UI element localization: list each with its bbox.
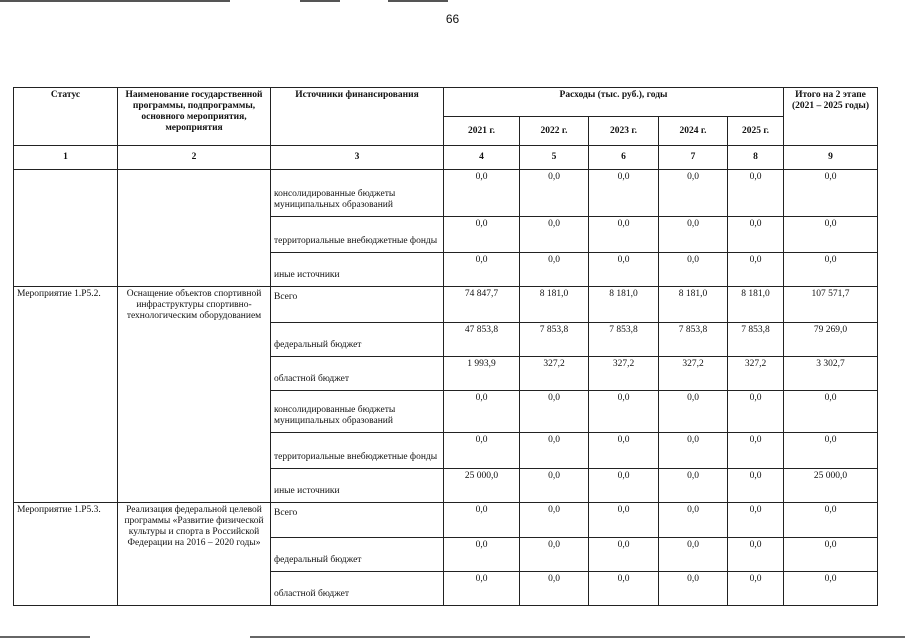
value-cell: 0,0 bbox=[728, 503, 784, 538]
value-cell: 0,0 bbox=[520, 253, 589, 287]
value-cell: 0,0 bbox=[520, 469, 589, 503]
value-cell: 74 847,7 bbox=[444, 287, 520, 323]
value-cell: 0,0 bbox=[520, 503, 589, 538]
value-cell: 0,0 bbox=[520, 433, 589, 469]
value-cell: 0,0 bbox=[659, 503, 728, 538]
bottom-border-artifact bbox=[0, 636, 905, 638]
value-cell: 0,0 bbox=[444, 217, 520, 253]
value-cell: 0,0 bbox=[659, 217, 728, 253]
source-cell: иные источники bbox=[271, 469, 444, 503]
value-cell: 7 853,8 bbox=[659, 323, 728, 357]
value-cell: 327,2 bbox=[520, 357, 589, 391]
value-cell: 25 000,0 bbox=[444, 469, 520, 503]
status-cell: Мероприятие 1.Р5.3. bbox=[14, 503, 118, 606]
total-cell: 0,0 bbox=[784, 538, 878, 572]
value-cell: 0,0 bbox=[589, 538, 659, 572]
value-cell: 0,0 bbox=[659, 572, 728, 606]
value-cell: 0,0 bbox=[659, 170, 728, 217]
header-sources: Источники финансирования bbox=[271, 88, 444, 146]
source-cell: иные источники bbox=[271, 253, 444, 287]
column-number: 5 bbox=[520, 146, 589, 170]
value-cell: 0,0 bbox=[520, 391, 589, 433]
total-cell: 0,0 bbox=[784, 217, 878, 253]
table-body bbox=[14, 146, 878, 606]
value-cell: 327,2 bbox=[728, 357, 784, 391]
column-number: 7 bbox=[659, 146, 728, 170]
source-cell: территориальные внебюджетные фонды bbox=[271, 217, 444, 253]
value-cell: 7 853,8 bbox=[589, 323, 659, 357]
value-cell: 0,0 bbox=[444, 572, 520, 606]
header-year: 2021 г. bbox=[444, 117, 520, 146]
value-cell: 0,0 bbox=[589, 170, 659, 217]
value-cell: 0,0 bbox=[589, 253, 659, 287]
header-year: 2023 г. bbox=[589, 117, 659, 146]
value-cell: 1 993,9 bbox=[444, 357, 520, 391]
table-row bbox=[14, 287, 878, 323]
value-cell: 327,2 bbox=[589, 357, 659, 391]
value-cell: 0,0 bbox=[444, 170, 520, 217]
name-cell: Оснащение объектов спортивной инфраструктуры спортивно-технологическим оборудованием bbox=[118, 287, 271, 503]
value-cell: 0,0 bbox=[659, 538, 728, 572]
value-cell: 0,0 bbox=[520, 538, 589, 572]
value-cell: 0,0 bbox=[589, 503, 659, 538]
column-number: 2 bbox=[118, 146, 271, 170]
total-cell: 0,0 bbox=[784, 503, 878, 538]
value-cell: 0,0 bbox=[589, 217, 659, 253]
value-cell: 0,0 bbox=[659, 469, 728, 503]
total-cell: 107 571,7 bbox=[784, 287, 878, 323]
name-cell bbox=[118, 170, 271, 287]
column-number: 4 bbox=[444, 146, 520, 170]
name-cell: Реализация федеральной целевой программы «Развитие физической культуры и спорта в Российской Федерации на 2016 – 2020 годы» bbox=[118, 503, 271, 606]
value-cell: 0,0 bbox=[520, 572, 589, 606]
column-number: 6 bbox=[589, 146, 659, 170]
value-cell: 8 181,0 bbox=[659, 287, 728, 323]
status-cell bbox=[14, 170, 118, 287]
value-cell: 8 181,0 bbox=[589, 287, 659, 323]
column-number: 1 bbox=[14, 146, 118, 170]
value-cell: 0,0 bbox=[444, 503, 520, 538]
source-cell: консолидированные бюджеты муниципальных образований bbox=[271, 391, 444, 433]
table-row bbox=[14, 170, 878, 217]
value-cell: 0,0 bbox=[444, 253, 520, 287]
value-cell: 0,0 bbox=[659, 253, 728, 287]
value-cell: 327,2 bbox=[659, 357, 728, 391]
column-number: 3 bbox=[271, 146, 444, 170]
source-cell: областной бюджет bbox=[271, 357, 444, 391]
header-year: 2022 г. bbox=[520, 117, 589, 146]
value-cell: 7 853,8 bbox=[728, 323, 784, 357]
source-cell: Всего bbox=[271, 287, 444, 323]
source-cell: Всего bbox=[271, 503, 444, 538]
total-cell: 0,0 bbox=[784, 433, 878, 469]
value-cell: 0,0 bbox=[659, 433, 728, 469]
header-year: 2025 г. bbox=[728, 117, 784, 146]
source-cell: областной бюджет bbox=[271, 572, 444, 606]
header-name: Наименование государственной программы, подпрограммы, основного мероприятия, мероприятия bbox=[118, 88, 271, 146]
table-header bbox=[14, 88, 878, 146]
column-numbers-row bbox=[14, 146, 878, 170]
page-number: 66 bbox=[445, 12, 460, 26]
value-cell: 0,0 bbox=[728, 253, 784, 287]
source-cell: территориальные внебюджетные фонды bbox=[271, 433, 444, 469]
header-total: Итого на 2 этапе (2021 – 2025 годы) bbox=[784, 88, 878, 146]
value-cell: 0,0 bbox=[728, 469, 784, 503]
source-cell: консолидированные бюджеты муниципальных образований bbox=[271, 170, 444, 217]
top-border-artifact bbox=[0, 0, 905, 2]
status-cell: Мероприятие 1.Р5.2. bbox=[14, 287, 118, 503]
value-cell: 8 181,0 bbox=[728, 287, 784, 323]
value-cell: 0,0 bbox=[444, 538, 520, 572]
value-cell: 47 853,8 bbox=[444, 323, 520, 357]
value-cell: 0,0 bbox=[728, 538, 784, 572]
header-year: 2024 г. bbox=[659, 117, 728, 146]
value-cell: 0,0 bbox=[728, 217, 784, 253]
total-cell: 0,0 bbox=[784, 170, 878, 217]
total-cell: 0,0 bbox=[784, 253, 878, 287]
value-cell: 0,0 bbox=[444, 391, 520, 433]
column-number: 8 bbox=[728, 146, 784, 170]
value-cell: 7 853,8 bbox=[520, 323, 589, 357]
value-cell: 8 181,0 bbox=[520, 287, 589, 323]
value-cell: 0,0 bbox=[589, 572, 659, 606]
value-cell: 0,0 bbox=[728, 170, 784, 217]
table-row bbox=[14, 503, 878, 538]
value-cell: 0,0 bbox=[728, 391, 784, 433]
header-expenses: Расходы (тыс. руб.), годы bbox=[444, 88, 784, 117]
total-cell: 79 269,0 bbox=[784, 323, 878, 357]
source-cell: федеральный бюджет bbox=[271, 538, 444, 572]
column-number: 9 bbox=[784, 146, 878, 170]
total-cell: 25 000,0 bbox=[784, 469, 878, 503]
header-status: Статус bbox=[14, 88, 118, 146]
source-cell: федеральный бюджет bbox=[271, 323, 444, 357]
value-cell: 0,0 bbox=[589, 433, 659, 469]
total-cell: 0,0 bbox=[784, 391, 878, 433]
value-cell: 0,0 bbox=[520, 170, 589, 217]
total-cell: 3 302,7 bbox=[784, 357, 878, 391]
financing-table bbox=[13, 87, 878, 606]
value-cell: 0,0 bbox=[444, 433, 520, 469]
value-cell: 0,0 bbox=[589, 391, 659, 433]
value-cell: 0,0 bbox=[659, 391, 728, 433]
value-cell: 0,0 bbox=[520, 217, 589, 253]
value-cell: 0,0 bbox=[589, 469, 659, 503]
value-cell: 0,0 bbox=[728, 433, 784, 469]
total-cell: 0,0 bbox=[784, 572, 878, 606]
value-cell: 0,0 bbox=[728, 572, 784, 606]
